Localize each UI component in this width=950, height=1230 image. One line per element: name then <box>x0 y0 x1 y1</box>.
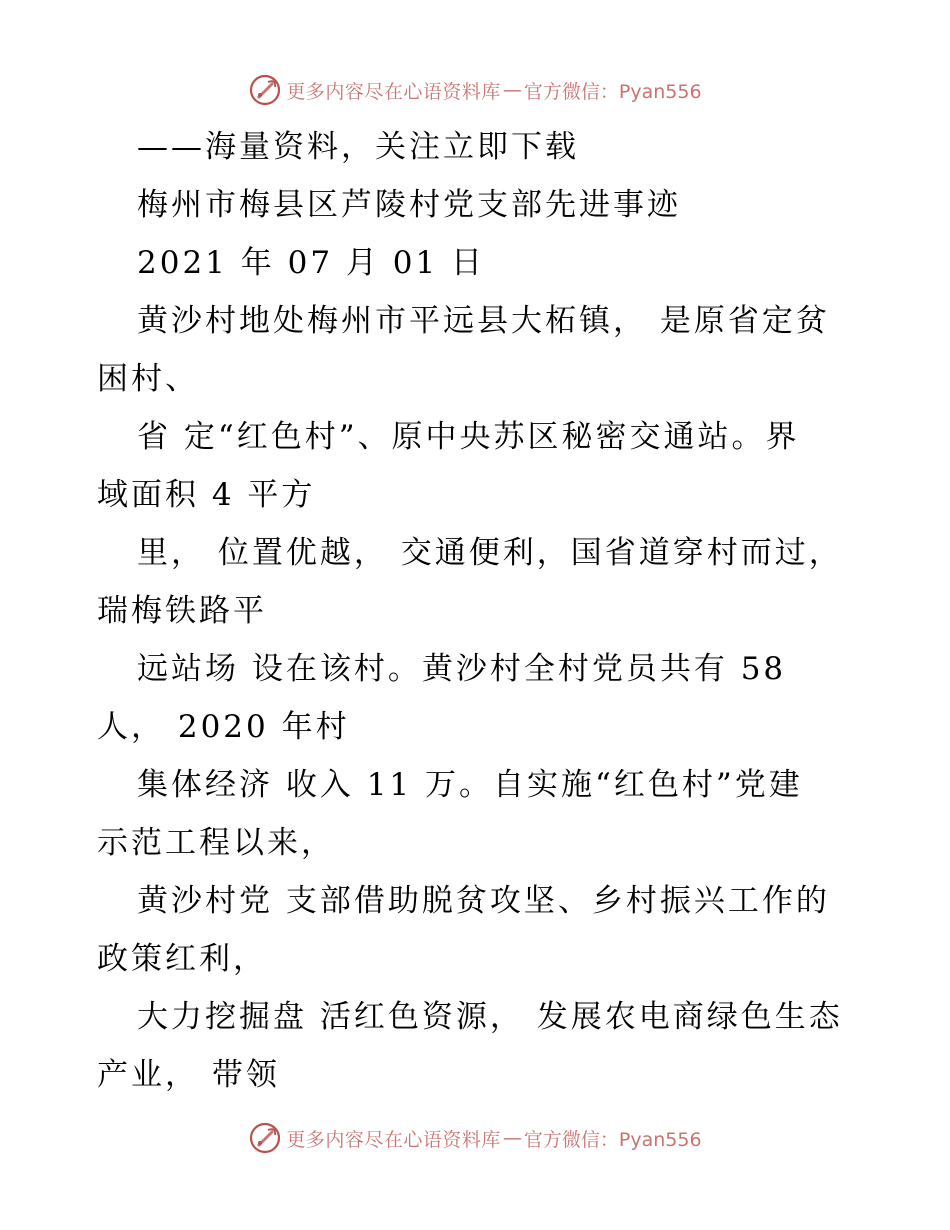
text-line: 里， 位置优越， 交通便利，国省道穿村而过， <box>137 535 843 571</box>
footer-watermark <box>0 1118 950 1158</box>
text-line: 域面积 4 平方 <box>97 477 316 513</box>
text-line: 黄沙村党 支部借助脱贫攻坚、乡村振兴工作的 <box>137 883 830 919</box>
text-line: 困村、 <box>97 361 199 397</box>
text-line: 远站场 设在该村。黄沙村全村党员共有 58 <box>137 651 787 687</box>
text-line: 瑞梅铁路平 <box>97 593 267 629</box>
document-title: 梅州市梅县区芦陵村党支部先进事迹 <box>137 187 681 223</box>
watermark-weixin-text: 官方微信：Pyan556 <box>523 1128 702 1151</box>
text-line: 省 定“红色村”、原中央苏区秘密交通站。界 <box>137 419 800 455</box>
text-line: 集体经济 收入 11 万。自实施“红色村”党建 <box>137 767 803 803</box>
header-watermark <box>0 70 950 110</box>
quill-logo-icon <box>248 73 282 107</box>
quill-logo-icon <box>248 1121 282 1155</box>
text-line: 大力挖掘盘 活红色资源， 发展农电商绿色生态 <box>137 999 843 1035</box>
watermark-main-text: 更多内容尽在心语资料库 <box>286 1128 501 1151</box>
text-line: 示范工程以来， <box>97 825 335 861</box>
watermark-separator: — <box>502 1127 522 1149</box>
watermark-weixin-text: 官方微信：Pyan556 <box>523 80 702 103</box>
text-line: 人， 2020 年村 <box>97 709 350 745</box>
text-line: 政策红利， <box>97 941 267 977</box>
document-body <box>97 118 867 1104</box>
text-line: ——海量资料，关注立即下载 <box>137 129 579 165</box>
watermark-main-text: 更多内容尽在心语资料库 <box>286 80 501 103</box>
watermark-separator: — <box>502 79 522 101</box>
document-date: 2021 年 07 月 01 日 <box>137 245 486 281</box>
text-line: 产业， 带领 <box>97 1057 280 1093</box>
text-line: 黄沙村地处梅州市平远县大柘镇， 是原省定贫 <box>137 303 830 339</box>
